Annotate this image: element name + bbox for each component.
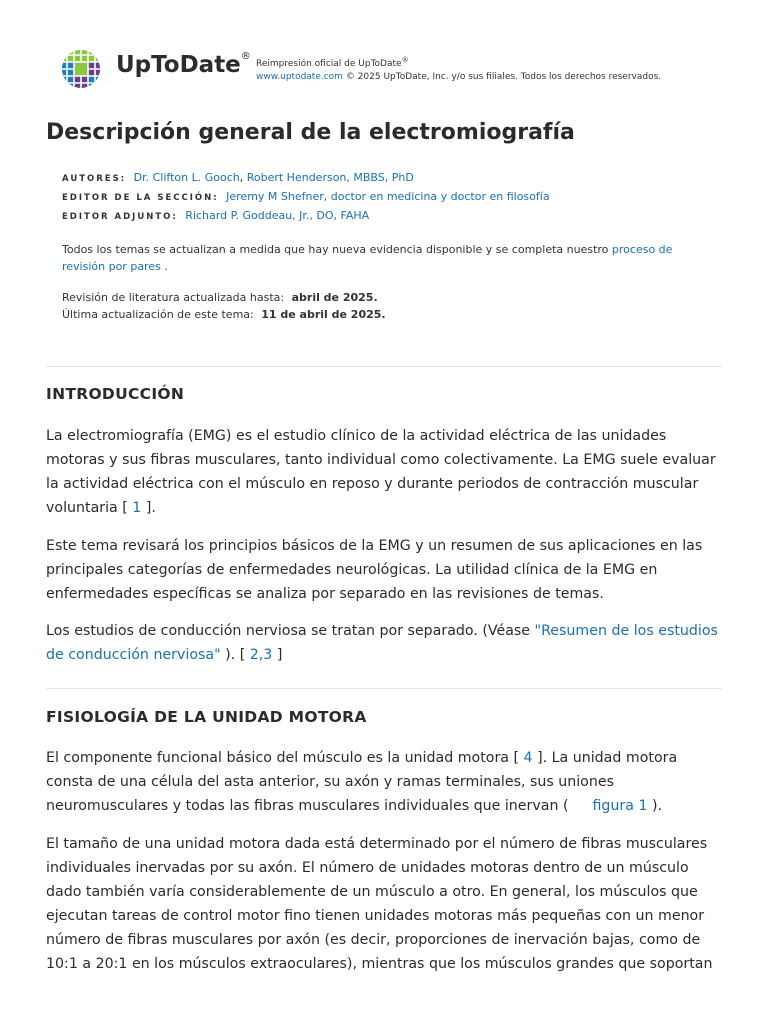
byline [62, 169, 550, 226]
reprint-notice: Reimpresión oficial de UpToDate® www.uptodate.com © 2025 UpToDate, Inc. y/o sus filiales. Todos los derechos reservados. [256, 56, 662, 82]
uptodate-site-link[interactable]: www.uptodate.com [256, 72, 343, 82]
section-heading-physiology: FISIOLOGÍA DE LA UNIDAD MOTORA [46, 708, 367, 726]
uptodate-logo-icon [60, 48, 102, 90]
intro-paragraph-1: La electromiografía (EMG) es el estudio clínico de la actividad eléctrica de las unidades motoras y sus fibras musculares, tanto individual como colectivamente. La EMG suele evaluar la actividad eléctrica con el músculo en reposo y durante periodos de contracción muscular voluntaria [ 1 ]. [46, 428, 716, 516]
physiology-paragraph-2: El tamaño de una unidad motora dada está determinado por el número de fibras musculares individuales inervadas por su axón. El número de unidades motoras dentro de un músculo dado también varía considerablemente de un músculo a otro. En general, los músculos que ejecutan tareas de control motor fino tienen unidades motoras más pequeñas con un menor número de fibras musculares por axón (es decir, proporciones de inervación bajas, como de 10:1 a 20:1 en los músculos extraoculares), mientras que los músculos grandes que soportan [46, 836, 713, 972]
authors-row: AUTORES: Dr. Clifton L. Gooch, Robert Henderson, MBBS, PhD [62, 171, 414, 184]
brand-name: UpToDate® [116, 51, 251, 78]
page-title: Descripción general de la electromiografía [46, 120, 575, 145]
divider [46, 688, 722, 689]
author-link-gooch[interactable]: Dr. Clifton L. Gooch [133, 171, 240, 184]
reference-link-4[interactable]: 4 [523, 750, 533, 766]
intro-paragraph-2: Este tema revisará los principios básicos de la EMG y un resumen de sus aplicaciones en las principales categorías de enfermedades neurológicas. La utilidad clínica de la EMG en enfermedades específicas se analiza por separado en las revisiones de temas. [46, 538, 703, 602]
update-note: Todos los temas se actualizan a medida que hay nueva evidencia disponible y se completa nuestro proceso de revisión por pares . [62, 243, 673, 273]
intro-paragraph-3: Los estudios de conducción nerviosa se tratan por separado. (Véase "Resumen de los estudios de conducción nerviosa" ). [ 2,3 ] [46, 623, 718, 663]
deputy-editor-row: EDITOR ADJUNTO: Richard P. Goddeau, Jr., DO, FAHA [62, 209, 370, 222]
peer-review-link[interactable]: proceso de revisión por pares [62, 243, 673, 273]
section-editor-row: EDITOR DE LA SECCIÓN: Jeremy M Shefner, doctor en medicina y doctor en filosofía [62, 190, 550, 203]
review-dates: Revisión de literatura actualizada hasta: abril de 2025. Última actualización de este tema: 11 de abril de 2025. [62, 291, 386, 321]
section-editor-link[interactable]: Jeremy M Shefner, doctor en medicina y doctor en filosofía [226, 190, 550, 203]
nerve-conduction-topic-link[interactable]: "Resumen de los estudios de conducción nerviosa" [46, 623, 718, 663]
physiology-paragraph-1: El componente funcional básico del músculo es la unidad motora [ 4 ]. La unidad motora consta de una célula del asta anterior, su axón y ramas terminales, sus uniones neuromusculares y todas las fibras musculares individuales que inervan ( figura 1 ). [46, 750, 678, 814]
deputy-editor-link[interactable]: Richard P. Goddeau, Jr., DO, FAHA [185, 209, 370, 222]
author-link-henderson[interactable]: Robert Henderson, MBBS, PhD [246, 171, 414, 184]
reference-link-1[interactable]: 1 [132, 500, 142, 516]
reference-link-2-3[interactable]: 2,3 [249, 647, 273, 663]
figure-1-link[interactable]: figura 1 [592, 798, 648, 814]
section-heading-intro: INTRODUCCIÓN [46, 385, 185, 403]
divider [46, 366, 722, 367]
